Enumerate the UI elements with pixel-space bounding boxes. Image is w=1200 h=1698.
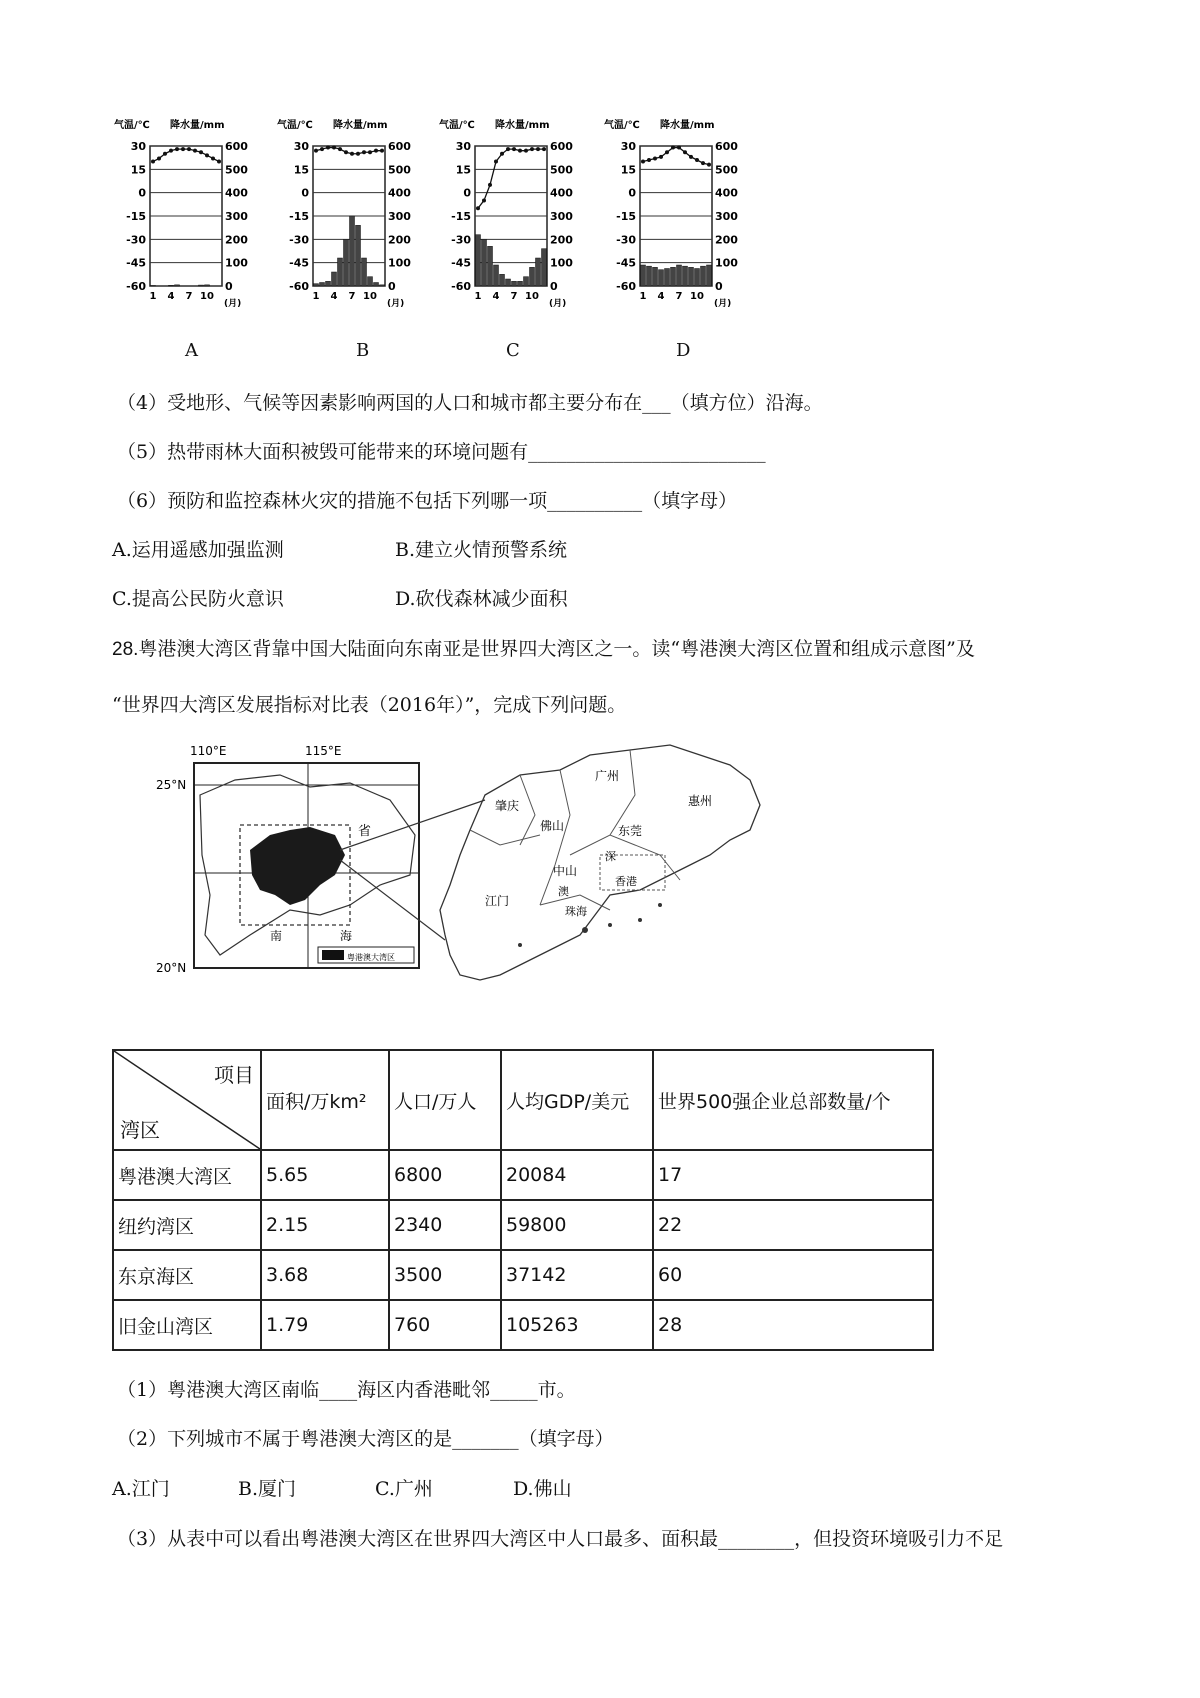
month-tick-label: 1 bbox=[639, 291, 647, 302]
temp-point bbox=[217, 160, 221, 164]
precip-bar bbox=[683, 266, 688, 286]
temp-tick-label: -15 bbox=[126, 210, 146, 223]
chart-label-b: B bbox=[356, 340, 370, 361]
temp-axis-title: 气温/℃ bbox=[277, 120, 313, 131]
header-hq: 世界500强企业总部数量/个 bbox=[653, 1050, 933, 1150]
month-tick-label: 4 bbox=[492, 291, 500, 302]
precip-bar bbox=[320, 283, 325, 287]
bay-area-map bbox=[140, 735, 800, 1030]
precip-tick-label: 300 bbox=[225, 210, 248, 223]
precip-tick-label: 500 bbox=[550, 163, 573, 177]
precip-bar bbox=[506, 279, 511, 286]
temp-point bbox=[488, 183, 492, 187]
row-hq: 22 bbox=[653, 1200, 933, 1250]
row-name: 纽约湾区 bbox=[113, 1200, 261, 1250]
precip-axis-title: 降水量/mm bbox=[333, 120, 388, 131]
city-border-1 bbox=[520, 775, 535, 845]
temp-point bbox=[695, 158, 699, 162]
temp-point bbox=[314, 149, 318, 153]
precip-bar bbox=[512, 281, 517, 286]
precip-tick-label: 300 bbox=[550, 210, 573, 223]
precip-tick-label: 100 bbox=[225, 256, 248, 270]
option-d: D.砍伐森林减少面积 bbox=[395, 588, 568, 610]
precip-tick-label: 0 bbox=[550, 280, 558, 293]
temp-tick-label: -45 bbox=[126, 256, 146, 270]
question-28-3: （3）从表中可以看出粤港澳大湾区在世界四大湾区中人口最多、面积最________，但投资环境吸引力不足 bbox=[117, 1528, 1004, 1550]
option-b: B.建立火情预警系统 bbox=[395, 539, 568, 561]
temp-tick-label: -60 bbox=[616, 280, 636, 293]
city-macau: 澳 bbox=[558, 885, 569, 898]
precip-bar bbox=[641, 265, 646, 286]
precip-bar bbox=[482, 239, 487, 286]
bay-area-comparison-table bbox=[112, 1049, 934, 1351]
precip-tick-label: 400 bbox=[388, 186, 411, 200]
temp-tick-label: 30 bbox=[130, 140, 146, 153]
temp-point bbox=[512, 147, 516, 151]
temp-point bbox=[476, 206, 480, 210]
row-hq: 60 bbox=[653, 1250, 933, 1300]
precip-bar bbox=[338, 258, 343, 286]
question-28-line1 bbox=[112, 634, 975, 661]
precip-bar bbox=[689, 267, 694, 286]
temp-point bbox=[187, 147, 191, 151]
precip-bar bbox=[530, 267, 535, 286]
month-tick-label: 10 bbox=[363, 291, 377, 302]
temp-point bbox=[707, 163, 711, 167]
temp-point bbox=[157, 156, 161, 160]
temp-point bbox=[689, 155, 693, 159]
legend-swatch bbox=[322, 950, 344, 960]
row-name: 旧金山湾区 bbox=[113, 1300, 261, 1350]
city-border-4 bbox=[470, 830, 540, 845]
temp-tick-label: 15 bbox=[293, 163, 309, 177]
table-row bbox=[113, 1250, 933, 1300]
header-gdp: 人均GDP/美元 bbox=[501, 1050, 653, 1150]
question-28-line2: “世界四大湾区发展指标对比表（2016年）”，完成下列问题。 bbox=[112, 694, 627, 716]
precip-tick-label: 200 bbox=[225, 233, 248, 247]
table-row bbox=[113, 1150, 933, 1200]
question-27-5: （5）热带雨林大面积被毁可能带来的环境问题有_________________________ bbox=[117, 441, 766, 463]
precip-bar bbox=[326, 281, 331, 286]
precip-tick-label: 600 bbox=[388, 140, 411, 153]
temp-axis-title: 气温/℃ bbox=[114, 120, 150, 131]
month-tick-label: 4 bbox=[167, 291, 175, 302]
row-gdp: 105263 bbox=[501, 1300, 653, 1350]
temp-tick-label: -30 bbox=[616, 233, 636, 247]
city-foshan: 佛山 bbox=[540, 819, 565, 833]
precip-bar bbox=[199, 285, 204, 286]
precip-tick-label: 400 bbox=[550, 186, 573, 200]
temp-point bbox=[350, 152, 354, 156]
temp-point bbox=[374, 149, 378, 153]
precip-bar bbox=[665, 269, 670, 287]
precip-bar bbox=[356, 225, 361, 286]
climate-charts bbox=[0, 0, 1200, 370]
temp-point bbox=[338, 147, 342, 151]
row-hq: 17 bbox=[653, 1150, 933, 1200]
leader-line-bottom bbox=[340, 860, 445, 940]
row-population: 2340 bbox=[389, 1200, 501, 1250]
precip-bar bbox=[362, 258, 367, 286]
month-tick-label: 10 bbox=[690, 291, 704, 302]
temp-tick-label: -15 bbox=[616, 210, 636, 223]
chart-label-d: D bbox=[676, 340, 691, 361]
month-unit-label: (月) bbox=[224, 299, 242, 309]
precip-bar bbox=[169, 285, 174, 286]
header-area: 面积/万km² bbox=[261, 1050, 389, 1150]
row-gdp: 37142 bbox=[501, 1250, 653, 1300]
temp-point bbox=[542, 147, 546, 151]
precip-bar bbox=[374, 283, 379, 287]
temp-point bbox=[530, 147, 534, 151]
precip-bar bbox=[647, 266, 652, 286]
precip-tick-label: 500 bbox=[225, 163, 248, 177]
bay-area-map-svg bbox=[140, 735, 800, 1030]
precip-tick-label: 600 bbox=[550, 140, 573, 153]
precip-tick-label: 0 bbox=[388, 280, 396, 293]
row-hq: 28 bbox=[653, 1300, 933, 1350]
temp-point bbox=[500, 152, 504, 156]
temp-tick-label: 0 bbox=[628, 186, 636, 200]
temp-point bbox=[326, 146, 330, 150]
month-unit-label: (月) bbox=[387, 299, 405, 309]
precip-bar bbox=[701, 266, 706, 286]
option-28-c: C.广州 bbox=[375, 1478, 433, 1500]
precip-bar bbox=[524, 277, 529, 286]
temp-point bbox=[524, 149, 528, 153]
precip-bar bbox=[494, 265, 499, 286]
row-population: 760 bbox=[389, 1300, 501, 1350]
month-tick-label: 10 bbox=[200, 291, 214, 302]
month-tick-label: 1 bbox=[474, 291, 482, 302]
precip-tick-label: 300 bbox=[715, 210, 738, 223]
precip-axis-title: 降水量/mm bbox=[495, 120, 550, 131]
precip-bar bbox=[695, 269, 700, 287]
temp-tick-label: -15 bbox=[289, 210, 309, 223]
temp-point bbox=[169, 149, 173, 153]
precip-tick-label: 0 bbox=[225, 280, 233, 293]
row-gdp: 59800 bbox=[501, 1200, 653, 1250]
precip-tick-label: 500 bbox=[388, 163, 411, 177]
precip-bar bbox=[175, 285, 180, 286]
temp-point bbox=[701, 161, 705, 165]
temp-tick-label: 15 bbox=[620, 163, 636, 177]
question-27-6: （6）预防和监控森林火灾的措施不包括下列哪一项__________（填字母） bbox=[117, 490, 738, 512]
row-name: 粤港澳大湾区 bbox=[113, 1150, 261, 1200]
temp-point bbox=[199, 150, 203, 154]
month-tick-label: 7 bbox=[675, 291, 683, 302]
temp-point bbox=[193, 149, 197, 153]
precip-tick-label: 100 bbox=[550, 256, 573, 270]
temp-axis-title: 气温/℃ bbox=[439, 120, 475, 131]
precip-bar bbox=[380, 285, 385, 286]
option-a: A.运用遥感加强监测 bbox=[112, 539, 284, 561]
temp-point bbox=[320, 147, 324, 151]
row-name: 东京海区 bbox=[113, 1250, 261, 1300]
row-area: 5.65 bbox=[261, 1150, 389, 1200]
precip-bar bbox=[350, 216, 355, 286]
month-unit-label: (月) bbox=[714, 299, 732, 309]
precip-tick-label: 200 bbox=[550, 233, 573, 247]
month-tick-label: 1 bbox=[149, 291, 157, 302]
temp-line bbox=[153, 149, 219, 161]
corner-top-label: 项目 bbox=[214, 1063, 254, 1087]
chart-label-a: A bbox=[185, 340, 198, 361]
temp-point bbox=[536, 147, 540, 151]
city-guangzhou: 广州 bbox=[595, 769, 620, 783]
chart-label-c: C bbox=[506, 340, 520, 361]
temp-point bbox=[181, 147, 185, 151]
city-jiangmen: 江门 bbox=[485, 894, 510, 908]
lon-110-label: 110°E bbox=[190, 744, 227, 758]
month-unit-label: (月) bbox=[549, 299, 567, 309]
temp-tick-label: -60 bbox=[126, 280, 146, 293]
temp-tick-label: 15 bbox=[455, 163, 471, 177]
precip-bar bbox=[542, 249, 547, 286]
question-28-text: 粤港澳大湾区背靠中国大陆面向东南亚是世界四大湾区之一。读“粤港澳大湾区位置和组成示意图”及 bbox=[138, 638, 975, 660]
precip-bar bbox=[707, 265, 712, 286]
lon-115-label: 115°E bbox=[305, 744, 342, 758]
precip-tick-label: 100 bbox=[388, 256, 411, 270]
precip-bar bbox=[344, 239, 349, 286]
temp-point bbox=[380, 149, 384, 153]
row-area: 1.79 bbox=[261, 1300, 389, 1350]
temp-point bbox=[647, 158, 651, 162]
precip-tick-label: 100 bbox=[715, 256, 738, 270]
precip-axis-title: 降水量/mm bbox=[170, 120, 225, 131]
month-tick-label: 7 bbox=[348, 291, 356, 302]
month-tick-label: 4 bbox=[657, 291, 665, 302]
city-zhaoqing: 肇庆 bbox=[495, 799, 520, 813]
temp-tick-label: 0 bbox=[138, 186, 146, 200]
month-tick-label: 4 bbox=[330, 291, 338, 302]
bay-area-blob bbox=[250, 827, 345, 905]
precip-bar bbox=[314, 284, 319, 286]
legend-text: 粤港澳大湾区 bbox=[347, 953, 395, 962]
question-28-number: 28. bbox=[112, 639, 139, 660]
precip-bar bbox=[536, 258, 541, 286]
temp-tick-label: -15 bbox=[451, 210, 471, 223]
lat-25-label: 25°N bbox=[156, 778, 187, 792]
precip-axis-title: 降水量/mm bbox=[660, 120, 715, 131]
corner-bottom-label: 湾区 bbox=[120, 1118, 160, 1142]
table-row bbox=[113, 1300, 933, 1350]
island-2 bbox=[608, 923, 612, 927]
temp-tick-label: -60 bbox=[451, 280, 471, 293]
question-28-1: （1）粤港澳大湾区南临____海区内香港毗邻_____市。 bbox=[117, 1379, 576, 1401]
precip-bar bbox=[653, 267, 658, 286]
island-3 bbox=[638, 918, 642, 922]
temp-point bbox=[332, 146, 336, 150]
temp-tick-label: 15 bbox=[130, 163, 146, 177]
month-tick-label: 10 bbox=[525, 291, 539, 302]
month-tick-label: 7 bbox=[510, 291, 518, 302]
temp-axis-title: 气温/℃ bbox=[604, 120, 640, 131]
temp-tick-label: -45 bbox=[451, 256, 471, 270]
precip-bar bbox=[368, 277, 373, 286]
temp-point bbox=[665, 150, 669, 154]
precip-bar bbox=[205, 285, 210, 286]
precip-tick-label: 400 bbox=[715, 186, 738, 200]
temp-tick-label: 0 bbox=[301, 186, 309, 200]
table-corner-cell bbox=[113, 1050, 261, 1150]
city-border-5 bbox=[570, 835, 680, 880]
precip-tick-label: 600 bbox=[225, 140, 248, 153]
city-shenzhen: 深 bbox=[605, 850, 616, 863]
island-1 bbox=[582, 927, 588, 933]
row-population: 6800 bbox=[389, 1150, 501, 1200]
temp-point bbox=[356, 152, 360, 156]
city-border-3 bbox=[610, 750, 635, 835]
row-area: 2.15 bbox=[261, 1200, 389, 1250]
city-zhongshan: 中山 bbox=[553, 864, 578, 878]
row-area: 3.68 bbox=[261, 1250, 389, 1300]
temp-point bbox=[344, 150, 348, 154]
option-28-b: B.厦门 bbox=[238, 1478, 297, 1500]
precip-tick-label: 500 bbox=[715, 163, 738, 177]
island-5 bbox=[518, 943, 522, 947]
temp-point bbox=[653, 156, 657, 160]
header-population: 人口/万人 bbox=[389, 1050, 501, 1150]
row-gdp: 20084 bbox=[501, 1150, 653, 1200]
temp-point bbox=[482, 198, 486, 202]
temp-line bbox=[643, 148, 709, 165]
table-header-row bbox=[113, 1050, 933, 1150]
precip-tick-label: 200 bbox=[715, 233, 738, 247]
temp-line bbox=[316, 148, 382, 154]
precip-tick-label: 600 bbox=[715, 140, 738, 153]
temp-tick-label: -45 bbox=[616, 256, 636, 270]
province-label: 省 bbox=[358, 824, 372, 839]
sea-label-1: 南 bbox=[270, 929, 283, 943]
precip-bar bbox=[677, 265, 682, 286]
precip-tick-label: 200 bbox=[388, 233, 411, 247]
temp-point bbox=[211, 156, 215, 160]
temp-point bbox=[205, 153, 209, 157]
precip-bar bbox=[500, 274, 505, 286]
option-28-a: A.江门 bbox=[112, 1478, 170, 1500]
temp-tick-label: 30 bbox=[455, 140, 471, 153]
temp-point bbox=[683, 150, 687, 154]
month-tick-label: 7 bbox=[185, 291, 193, 302]
temp-line bbox=[478, 149, 544, 208]
temp-tick-label: -60 bbox=[289, 280, 309, 293]
month-tick-label: 1 bbox=[312, 291, 320, 302]
city-huizhou: 惠州 bbox=[688, 794, 713, 808]
island-4 bbox=[658, 903, 662, 907]
temp-tick-label: 0 bbox=[463, 186, 471, 200]
temp-point bbox=[659, 155, 663, 159]
climate-charts-svg bbox=[0, 0, 1200, 370]
temp-point bbox=[368, 150, 372, 154]
temp-point bbox=[518, 149, 522, 153]
option-c: C.提高公民防火意识 bbox=[112, 588, 284, 610]
temp-tick-label: -45 bbox=[289, 256, 309, 270]
precip-tick-label: 0 bbox=[715, 280, 723, 293]
city-hongkong: 香港 bbox=[615, 875, 637, 888]
precip-bar bbox=[332, 272, 337, 286]
temp-point bbox=[671, 146, 675, 150]
temp-tick-label: -30 bbox=[289, 233, 309, 247]
temp-tick-label: 30 bbox=[293, 140, 309, 153]
temp-point bbox=[175, 147, 179, 151]
precip-bar bbox=[659, 270, 664, 286]
precip-tick-label: 400 bbox=[225, 186, 248, 200]
lat-20-label: 20°N bbox=[156, 961, 187, 975]
temp-point bbox=[362, 150, 366, 154]
temp-point bbox=[641, 160, 645, 164]
temp-point bbox=[163, 152, 167, 156]
temp-point bbox=[677, 146, 681, 150]
precip-bar bbox=[671, 267, 676, 286]
temp-point bbox=[494, 160, 498, 164]
city-zhuhai: 珠海 bbox=[565, 905, 587, 918]
temp-point bbox=[151, 160, 155, 164]
temp-tick-label: -30 bbox=[451, 233, 471, 247]
table-row bbox=[113, 1200, 933, 1250]
question-28-2: （2）下列城市不属于粤港澳大湾区的是_______（填字母） bbox=[117, 1428, 614, 1450]
precip-bar bbox=[476, 235, 481, 286]
precip-tick-label: 300 bbox=[388, 210, 411, 223]
temp-point bbox=[506, 147, 510, 151]
option-28-d: D.佛山 bbox=[513, 1478, 572, 1500]
question-27-4: （4）受地形、气候等因素影响两国的人口和城市都主要分布在___（填方位）沿海。 bbox=[117, 392, 823, 414]
temp-tick-label: -30 bbox=[126, 233, 146, 247]
city-dongguan: 东莞 bbox=[618, 824, 643, 838]
sea-label-2: 海 bbox=[340, 929, 353, 943]
precip-bar bbox=[488, 246, 493, 286]
precip-bar bbox=[518, 281, 523, 286]
row-population: 3500 bbox=[389, 1250, 501, 1300]
temp-tick-label: 30 bbox=[620, 140, 636, 153]
